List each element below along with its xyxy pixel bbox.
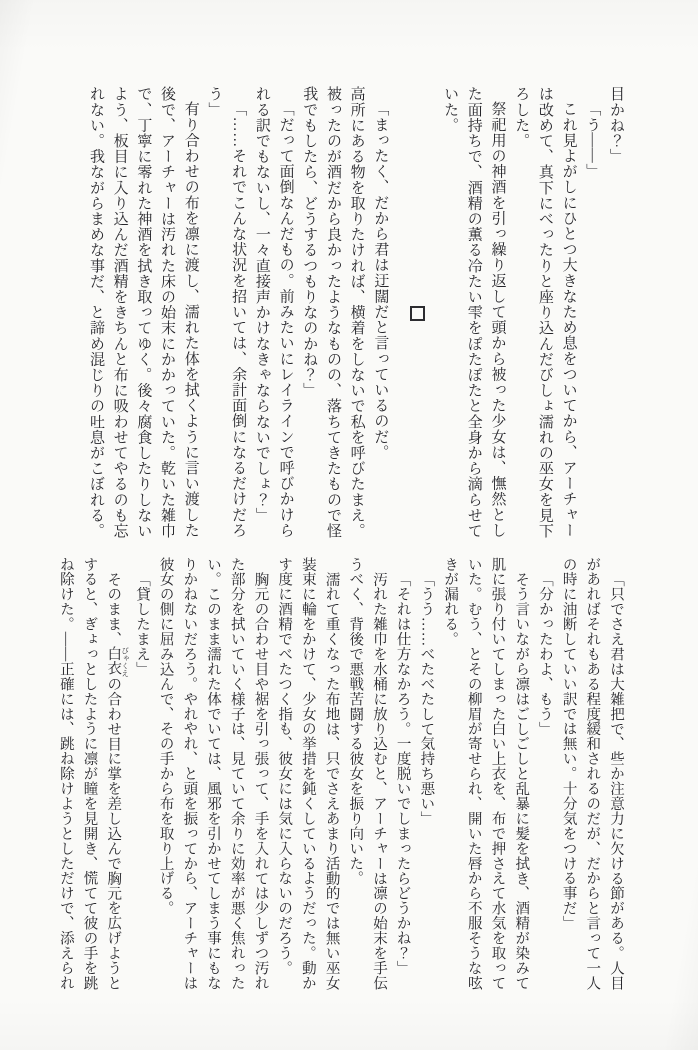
paragraph: 「只でさえ君は大雑把で、些か注意力に欠ける節がある。人目があればそれもある程度緩和されるのだが、だからと言って一人の時に油断していい訳では無い。十分気をつける事だ」 [560, 557, 624, 991]
paragraph: 「分かったわよ、もう」 [536, 571, 553, 736]
paragraph: 「まったく、だから君は迂闊だと言っているのだ。 高所にある物を取りたければ、横着をしないで私を呼びたまえ。被ったのが酒だから良かったようなものの、落ちてきたもので怪我でもしたら、どうするつもりなのかね？」 [301, 86, 389, 539]
paragraph: 「貸したまえ」 [133, 571, 150, 677]
paragraph: 「だって面倒なんだもの。前みたいにレイラインで呼びかけられる訳でもないし、一々直接声かけなきゃならないでしょ？」 [253, 86, 294, 538]
top-text-block [59, 86, 627, 541]
paragraph: 有り合わせの布を凛に渡し、濡れた体を拭くように言い渡した後で、アーチャーは汚れた床の始末にかかっていた。乾いた雑巾で、丁寧に零れた神酒を拭き取ってゆく。後々腐食したりしないよう、板目に入り込んだ酒精をきちんと布に吸わせてやるのも忘れない。我ながらまめな事だ、と諦め混じりの吐息がこぼれる。 [87, 86, 199, 539]
section-divider [391, 86, 437, 541]
bottom-text-block [57, 557, 627, 994]
paragraph: 「う――」 [584, 101, 601, 179]
paragraph: 胸元の合わせ目や裾を引っ張って、手を入れては少しずつ汚れた部分を拭いていく様子は、見ていて余りに効率が悪く焦れったい。このまま濡れた体でいては、風邪を引かせてしまう事にもなりかねないだろう。やれやれ、と頭を振ってから、アーチャーは彼女の側に屈み込んで、その手から布を取り上げる。 [157, 557, 269, 991]
paragraph: そのまま、白衣 びゃくえの合わせ目に掌を差し込んで胸元を広げようとすると、ぎょっとしたように凛が瞳を見開き、慌てて彼の手を跳ね除けた。――正確には、跳ね除けようとしただけで、添えられ [57, 557, 130, 991]
paragraph: 祭祀用の神酒を引っ繰り返して頭から被った少女は、憮然とした面持ちで、酒精の薫る冷たい雫をぽたぽたと全身から滴らせていた。 [442, 86, 506, 539]
ruby-annotated-word: 白衣 びゃくえ [105, 646, 130, 677]
paragraph: 濡れて重くなった布地は、只でさえあまり活動的では無い巫女装束に輪をかけて、少女の挙措を鈍くしているようだった。動かす度に酒精でべたつく指も、彼女には気に入らないのだろう。 [276, 557, 340, 991]
paragraph: 「それは仕方なかろう。一度脱いでしまったらどうかね？」 [394, 571, 411, 976]
paragraph: 「……それでこんな状況を招いては、余計面倒になるだけだろう」 [206, 86, 247, 538]
paragraph: そう言いながら凛はごしごしと乱暴に髪を拭き、酒精が染みて肌に張り付いてしまった白い上衣を、布で押さえて水気を取っていた。むう、とその柳眉が寄せられ、開いた唇から不服そうな呟きが漏れる。 [442, 557, 530, 991]
paragraph: これ見よがしにひとつ大きなため息をついてから、アーチャーは改めて、真下にべったりと座り込んだびしょ濡れの巫女を見下ろした。 [513, 86, 577, 539]
paragraph: 汚れた雑巾を水桶に放り込むと、アーチャーは凛の始末を手伝うべく、背後で悪戦苦闘する彼女を振り向いた。 [347, 557, 387, 991]
paragraph: 「うう……べたべたして気持ち悪い」 [418, 571, 435, 826]
section-break-square-icon [410, 306, 425, 321]
paragraph: 目かね？」 [608, 86, 624, 164]
